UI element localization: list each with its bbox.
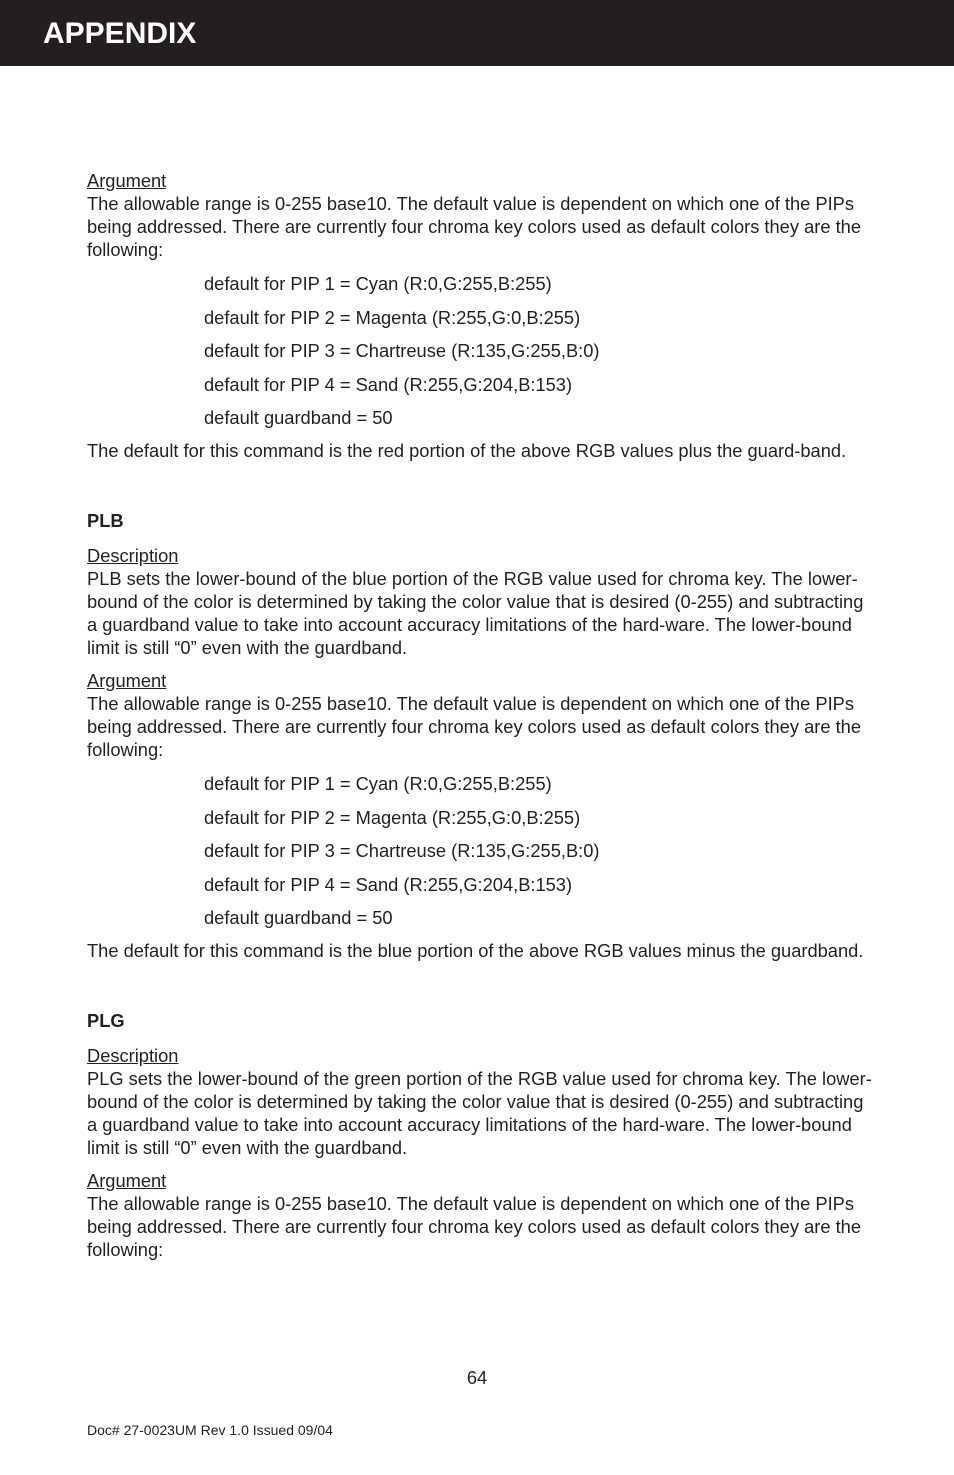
default-item: default guardband = 50 [204,907,393,929]
section-title-plg: PLG [87,1009,125,1031]
argument-text: The allowable range is 0-255 base10. The default value is dependent on which one of the PIPs being addressed. There are currently four chroma key colors used as default colors they are the following: [87,1192,861,1260]
page-number: 64 [466,1367,488,1388]
defaults-list [87,267,877,435]
default-item: default for PIP 2 = Magenta (R:255,G:0,B:255) [204,306,581,328]
section-title-plb: PLB [87,509,124,531]
description-text: PLG sets the lower-bound of the green portion of the RGB value used for chroma key. The lower-bound of the color is determined by taking the color value that is desired (0-255) and subtracting a guardband value to take into account accuracy limitations of the hard-ware. The lower-bound limit is still “0” even with the guardband. [87,1067,872,1158]
argument-text: The allowable range is 0-255 base10. The default value is dependent on which one of the PIPs being addressed. There are currently four chroma key colors used as default colors they are the following: [87,193,861,260]
default-item: default guardband = 50 [204,407,393,429]
argument-label: Argument [87,170,167,191]
header-title: APPENDIX [43,17,197,50]
defaults-list [87,767,877,935]
closing-text: The default for this command is the red portion of the above RGB values plus the guard-band. [87,439,847,461]
default-item: default for PIP 1 = Cyan (R:0,G:255,B:255) [204,273,552,294]
argument-section-1 [87,169,877,462]
default-item: default for PIP 3 = Chartreuse (R:135,G:255,B:0) [204,840,600,862]
default-item: default for PIP 1 = Cyan (R:0,G:255,B:255) [204,772,552,794]
default-item: default for PIP 4 = Sand (R:255,G:204,B:153) [204,873,573,895]
argument-label: Argument [87,1169,167,1191]
description-label: Description [87,1044,179,1066]
page-header [0,0,954,66]
plb-section [87,509,877,962]
closing-text: The default for this command is the blue portion of the above RGB values minus the guardband. [87,939,864,961]
description-text: PLB sets the lower-bound of the blue portion of the RGB value used for chroma key. The lower-bound of the color is determined by taking the color value that is desired (0-255) and subtracting a guardband value to take into account accuracy limitations of the hard-ware. The lower-bound limit is still “0” even with the guardband. [87,567,864,658]
default-item: default for PIP 2 = Magenta (R:255,G:0,B:255) [204,806,581,828]
default-item: default for PIP 3 = Chartreuse (R:135,G:255,B:0) [204,340,600,362]
page-content [87,169,877,1261]
description-label: Description [87,544,179,566]
argument-label: Argument [87,669,167,691]
argument-text: The allowable range is 0-255 base10. The default value is dependent on which one of the PIPs being addressed. There are currently four chroma key colors used as default colors they are the following: [87,692,861,760]
document-id: Doc# 27-0023UM Rev 1.0 Issued 09/04 [87,1422,333,1438]
default-item: default for PIP 4 = Sand (R:255,G:204,B:153) [204,373,573,395]
plg-section [87,1009,877,1261]
